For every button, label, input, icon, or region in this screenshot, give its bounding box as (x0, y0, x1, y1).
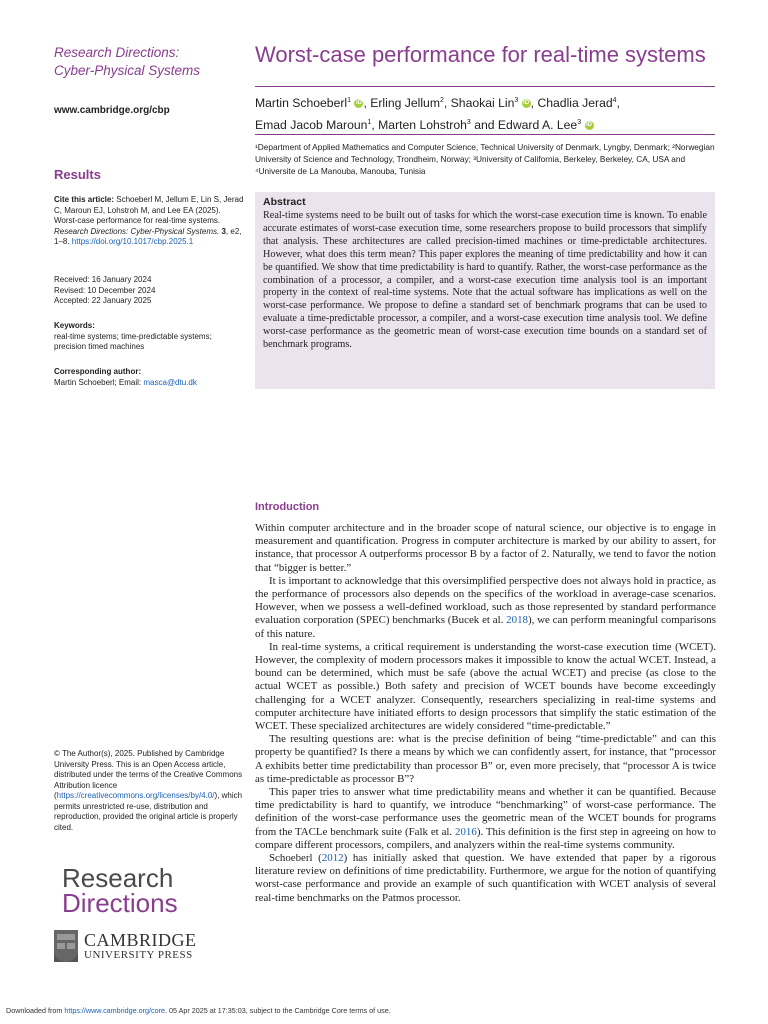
email-link[interactable]: masca@dtu.dk (143, 377, 197, 387)
license-link[interactable]: https://creativecommons.org/licenses/by/4.0/ (56, 791, 215, 800)
orcid-icon[interactable]: iD (523, 100, 530, 107)
dates-block (54, 275, 244, 307)
paragraph-text: ). This definition is the first step in agreeing on how to compare different processors, compilers, and analyzers within the real-time systems community. (255, 825, 716, 851)
article-title: Worst-case performance for real-time systems (255, 42, 706, 67)
intro-paragraph (255, 852, 716, 905)
logo-line2: Directions (62, 888, 178, 918)
license-block (54, 749, 244, 833)
author-name: Shaokai Lin (450, 96, 515, 111)
authors-divider (255, 134, 715, 135)
logo-line1: Research (62, 863, 174, 893)
cite-journal: Research Directions: Cyber-Physical Systems. (54, 226, 220, 236)
author-affiliation-number: 1 (367, 119, 372, 127)
corresponding-label: Corresponding author: (54, 367, 142, 376)
abstract-text: Real-time systems need to be built out of tasks for which the worst-case execution time is known. To enable accurate estimates of worst-case execution time, some researchers propose to build processors that simplify that analysis. These architectures are called precision-timed machines or time-predictable architectures. However, what does this term mean? This paper explores the meaning of time predictability and how it can be quantified. We show that time predictability is hard to quantify. Rather, the worst-case performance as the combination of a processor, a compiler, and a worst-case execution time analysis tool is an important property in the context of real-time systems. Note that the actual software has implications as well on the worst-case performance. We propose to define a standard set of benchmark programs that can be used to evaluate a time-predictable processor, a compiler, and a worst-case execution time analysis tool. We define worst-case performance as the geometric mean of worst-case execution time bounds on a standard set of benchmark programs. (263, 210, 707, 351)
citation-link[interactable]: 2018 (506, 614, 528, 627)
intro-paragraph (255, 575, 716, 641)
paragraph-text: Schoeberl ( (269, 852, 322, 865)
author-affiliation-number: 3 (466, 119, 471, 127)
footer-text: Downloaded from (6, 1006, 65, 1015)
journal-url[interactable]: www.cambridge.org/cbp (54, 105, 170, 116)
introduction-heading: Introduction (255, 501, 320, 513)
intro-paragraph: In real-time systems, a critical requirement is understanding the worst-case execution time (WCET). However, the complexity of modern processors makes it impossible to know the actual WCET. Instead, a bound can be determined, which must be safe (above the actual WCET) and precise (as close to the actual WCET as possible.) Both safety and precision of WCET bounds have become exceedingly challenging for a WCET analyzer. Consequently, researchers specializing in real-time systems and computer architecture have initiated efforts to design processors that simplify the static estimation of the WCET. These specialized architectures are widely considered “time-predictable.” (255, 640, 716, 733)
author-name: Chadlia Jerad (537, 96, 613, 111)
received-date: Received: 16 January 2024 (54, 275, 152, 284)
author-separator: , (371, 118, 379, 133)
license-text: © The Author(s), 2025. Published by Cambridge University Press. This is an Open Access article, distributed under the terms of the Creative Commons Attribution licence ( (54, 749, 243, 800)
footer-text-end: . 05 Apr 2025 at 17:35:03, subject to the Cambridge Core terms of use. (165, 1006, 391, 1015)
author-affiliation-number: 4 (612, 97, 617, 104)
journal-name (54, 44, 200, 80)
cambridge-shield-icon (54, 930, 78, 962)
author-separator: , (443, 96, 451, 111)
license-text-end: ), which permits unrestricted re-use, distribution and reproduction, provided the original article is properly cited. (54, 791, 243, 832)
revised-date: Revised: 10 December 2024 (54, 285, 156, 295)
journal-name-line2: Cyber-Physical Systems (54, 63, 201, 78)
research-directions-logo (62, 863, 178, 918)
cite-text: Schoeberl M, Jellum E, Lin S, Jerad C, Maroun EJ, Lohstroh M, and Lee EA (2025). Worst-case performance for real-time systems. (54, 195, 244, 225)
author-name: Edward A. Lee (497, 118, 578, 133)
section-label: Results (54, 167, 101, 182)
paragraph-text: It is important to acknowledge that this oversimplified perspective does not always hold in practice, as the performance of processors also depends on the specifics of the workload in average-case scenarios. However, when we possess a well-defined workload, such as those represented by standard performance evaluation corporation (SPEC) benchmarks (Bucek et al. (255, 574, 716, 627)
keywords-text: real-time systems; time-predictable systems; precision timed machines (54, 331, 212, 351)
paragraph-text: This paper tries to answer what time predictability means and whether it can be quantified. Because time predictability is hard to quantify, we introduce “benchmarking” of worst-case performance. The definition of the worst-case performance uses the geometric mean of the WCET bounds for programs from the TACLe benchmark suite (Falk et al. (255, 786, 716, 838)
cite-label: Cite this article: (54, 195, 115, 204)
author-separator: , (363, 96, 371, 111)
author-separator: , (616, 96, 620, 111)
keywords-label: Keywords: (54, 321, 95, 330)
author-affiliation-number: 3 (577, 119, 582, 127)
author-list (255, 91, 725, 135)
abstract-heading: Abstract (263, 196, 306, 208)
keywords-block (54, 321, 244, 353)
cite-volume: 3 (219, 226, 226, 236)
author-name: Erling Jellum (370, 96, 440, 111)
intro-paragraph (255, 786, 716, 852)
citation-block (54, 195, 244, 248)
paragraph-text: ) has initially asked that question. We have extended that paper by a rigorous literature review on definitions of time predictability. Furthermore, we argue for the notion of quantifying worst-case performance and provide an example of such quantification with WCET analysis of several real-time benchmarks on the Patmos processor. (255, 852, 716, 904)
doi-link[interactable]: https://doi.org/10.1017/cbp.2025.1 (71, 237, 194, 246)
author-name: Emad Jacob Maroun (255, 118, 368, 133)
paragraph-text: ), we can perform meaningful comparisons of this nature. (255, 614, 716, 640)
cambridge-logo (54, 930, 214, 964)
author-name: Marten Lohstroh (378, 118, 467, 133)
download-footer (6, 1006, 391, 1015)
title-divider (255, 86, 715, 87)
cambridge-core-link[interactable]: https://www.cambridge.org/core (64, 1006, 166, 1015)
corresponding-block (54, 367, 244, 388)
author-affiliation-number: 2 (439, 97, 444, 104)
accepted-date: Accepted: 22 January 2025 (54, 296, 152, 305)
cite-pages: , e2, 1–8. (54, 226, 242, 246)
affiliations: ¹Department of Applied Mathematics and Computer Science, Technical University of Denmark, Lyngby, Denmark; ²Norwegian University of Science and Technology, Trondheim, Norway; ³University of California, Berkeley, Berkeley, CA, USA and ⁴Universite de La Manouba, Manouba, Tunisia (255, 142, 715, 176)
journal-name-line1: Research Directions: (54, 45, 180, 60)
orcid-icon[interactable]: iD (355, 100, 362, 107)
author-affiliation-number: 3 (514, 97, 519, 104)
author-affiliation-number: 1 (347, 97, 352, 104)
university-press-text: UNIVERSITY PRESS (84, 949, 193, 961)
orcid-icon[interactable]: iD (586, 122, 592, 129)
cambridge-text: CAMBRIDGE (84, 930, 197, 950)
intro-paragraph: The resulting questions are: what is the precise definition of being “time-predictable” and can this property be quantified? Is there a means by which we can confidently assert, for instance, that “processor A exhibits better time predictability than processor B” or, even more precisely, that “processor A is twice as time-predictable as processor B”? (255, 733, 716, 785)
introduction-body (255, 522, 716, 905)
intro-paragraph: Within computer architecture and in the broader scope of natural science, our objective is to engage in measurement and quantification. Progress in computer architecture is marked by our ability to assert, for instance, that processor A outperforms processor B by a factor of 2. Naturally, we tend to favor the notion that “bigger is better.” (255, 522, 716, 574)
citation-link[interactable]: 2012 (321, 852, 344, 865)
author-name: Martin Schoeberl (255, 96, 348, 111)
author-separator: , (530, 96, 538, 111)
abstract-box (255, 192, 715, 389)
citation-link[interactable]: 2016 (455, 825, 477, 838)
author-separator: and (470, 118, 498, 133)
corresponding-text: Martin Schoeberl; Email: (54, 377, 144, 387)
